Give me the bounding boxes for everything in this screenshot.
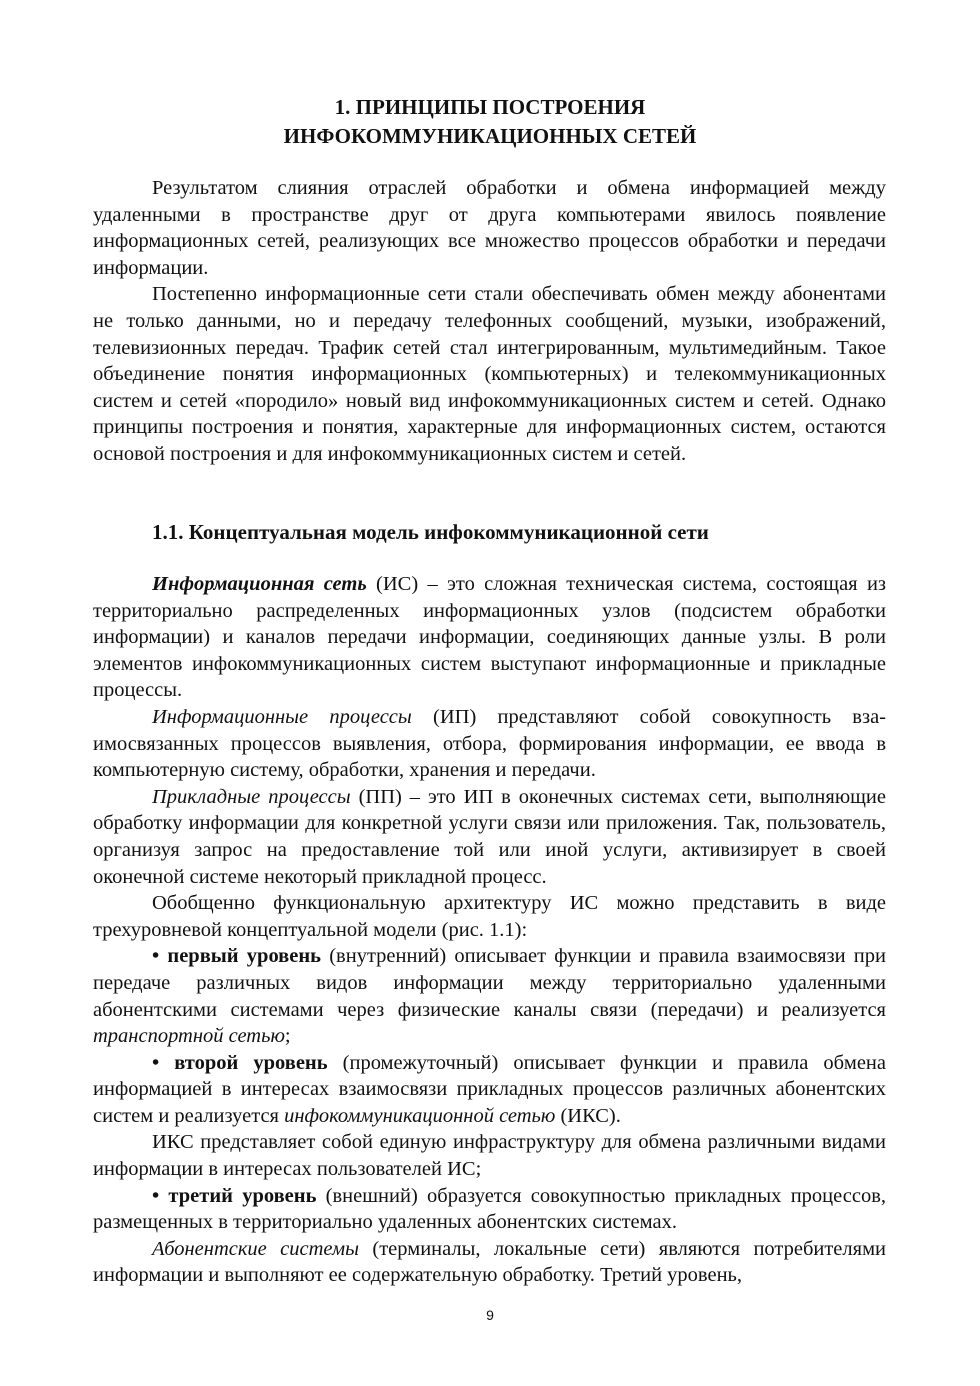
term: транспортной сетью [93, 1025, 285, 1048]
paragraph-text: (промежуточный) описывает функции и правила обмена информацией в интересах взаимосвязи прикладных процессов различных абонентских систем и реализуется [93, 1051, 886, 1127]
intro-text [93, 175, 886, 468]
paragraph-text: (терминалы, локальные сети) являются потребителями информации и выполняют ее содержательную обработку. Третий уровень, [93, 1237, 887, 1287]
paragraph [93, 1236, 886, 1289]
section-title: 1.1. Концептуальная модель инфокоммуникационной сети [152, 520, 709, 544]
chapter-title-line-2: ИНФОКОММУНИКАЦИОННЫХ СЕТЕЙ [283, 124, 697, 148]
list-item-level-2 [93, 1050, 886, 1130]
level-label: • первый уровень [152, 945, 322, 968]
paragraph: Постепенно информационные сети стали обеспечивать обмен между абонентами не только данными, но и передачу телефонных сообщений, музыки, изображений, телевизионных передач. Трафик сетей стал интегрированным, мультимедийным. Такое объединение понятия информационных (компьютерных) и телекоммуникационных систем и сетей «породило» новый вид инфокоммуникационных систем и сетей. Однако принципы построения и понятия, характерные для информационных систем, остаются основой построения и для инфокоммуникационных систем и сетей. [93, 283, 886, 465]
page-number: 9 [486, 1307, 494, 1323]
paragraph [93, 704, 886, 784]
paragraph-text: (внешний) образуется совокупностью прикладных процессов, размещенных в территориально удаленных абонентских системах. [93, 1184, 886, 1234]
term: Информационная сеть [152, 573, 367, 595]
paragraph-text: (ИКС). [555, 1104, 621, 1127]
section-text [93, 571, 886, 1289]
punctuation: ; [284, 1025, 291, 1048]
list-item-level-3 [93, 1183, 886, 1236]
list-item-level-1 [93, 943, 886, 1049]
paragraph-text: (ИС) – это сложная техническая система, состоящая из территориально распределенных информационных узлов (подсистем обработки информации) и каналов передачи информации, соединяющих данные узлы. В роли элементов инфокоммуникационных систем выступают информационные и прикладные процессы. [93, 573, 887, 702]
paragraph-text: (внутренний) описывает функции и правила взаимосвязи при передаче различных видов информации между территориально удаленными абонентскими системами через физические каналы связи (передачи) и реализуется [93, 945, 886, 1021]
paragraph [93, 784, 886, 890]
term: Абонентские системы [152, 1237, 359, 1260]
paragraph [93, 571, 886, 704]
level-label: • третий уровень [152, 1184, 317, 1207]
paragraph-text: (ИП) представляют собой совокупность взаимосвязанных процессов выявления, отбора, формирования информации, ее ввода в компьютерную систему, обработки, хранения и передачи. [93, 705, 886, 782]
paragraph: Результатом слияния отраслей обработки и обмена информацией между удаленными в пространстве друг от друга компьютерами явилось появление информационных сетей, реализующих все множество процессов обработки и передачи информации. [93, 177, 886, 279]
term: Прикладные процессы [152, 785, 351, 808]
paragraph: ИКС представляет собой единую инфраструктуру для обмена различными видами информации в интересах пользователей ИС; [93, 1131, 886, 1181]
term: инфокоммуникационной сетью [284, 1104, 556, 1127]
paragraph: Обобщенно функциональную архитектуру ИС можно представить в виде трехуровневой концептуальной модели (рис. 1.1): [93, 892, 886, 941]
level-label: • второй уровень [152, 1051, 328, 1074]
chapter-title-line-1: 1. ПРИНЦИПЫ ПОСТРОЕНИЯ [334, 95, 646, 119]
paragraph-text: (ПП) – это ИП в оконечных системах сети, выполняющие обработку информации для конкретной услуги связи или приложения. Так, пользователь, организуя запрос на предоставление той или иной услуги, активизирует в своей оконечной системе некоторый прикладной процесс. [93, 785, 886, 888]
term: Информационные процессы [152, 705, 412, 728]
